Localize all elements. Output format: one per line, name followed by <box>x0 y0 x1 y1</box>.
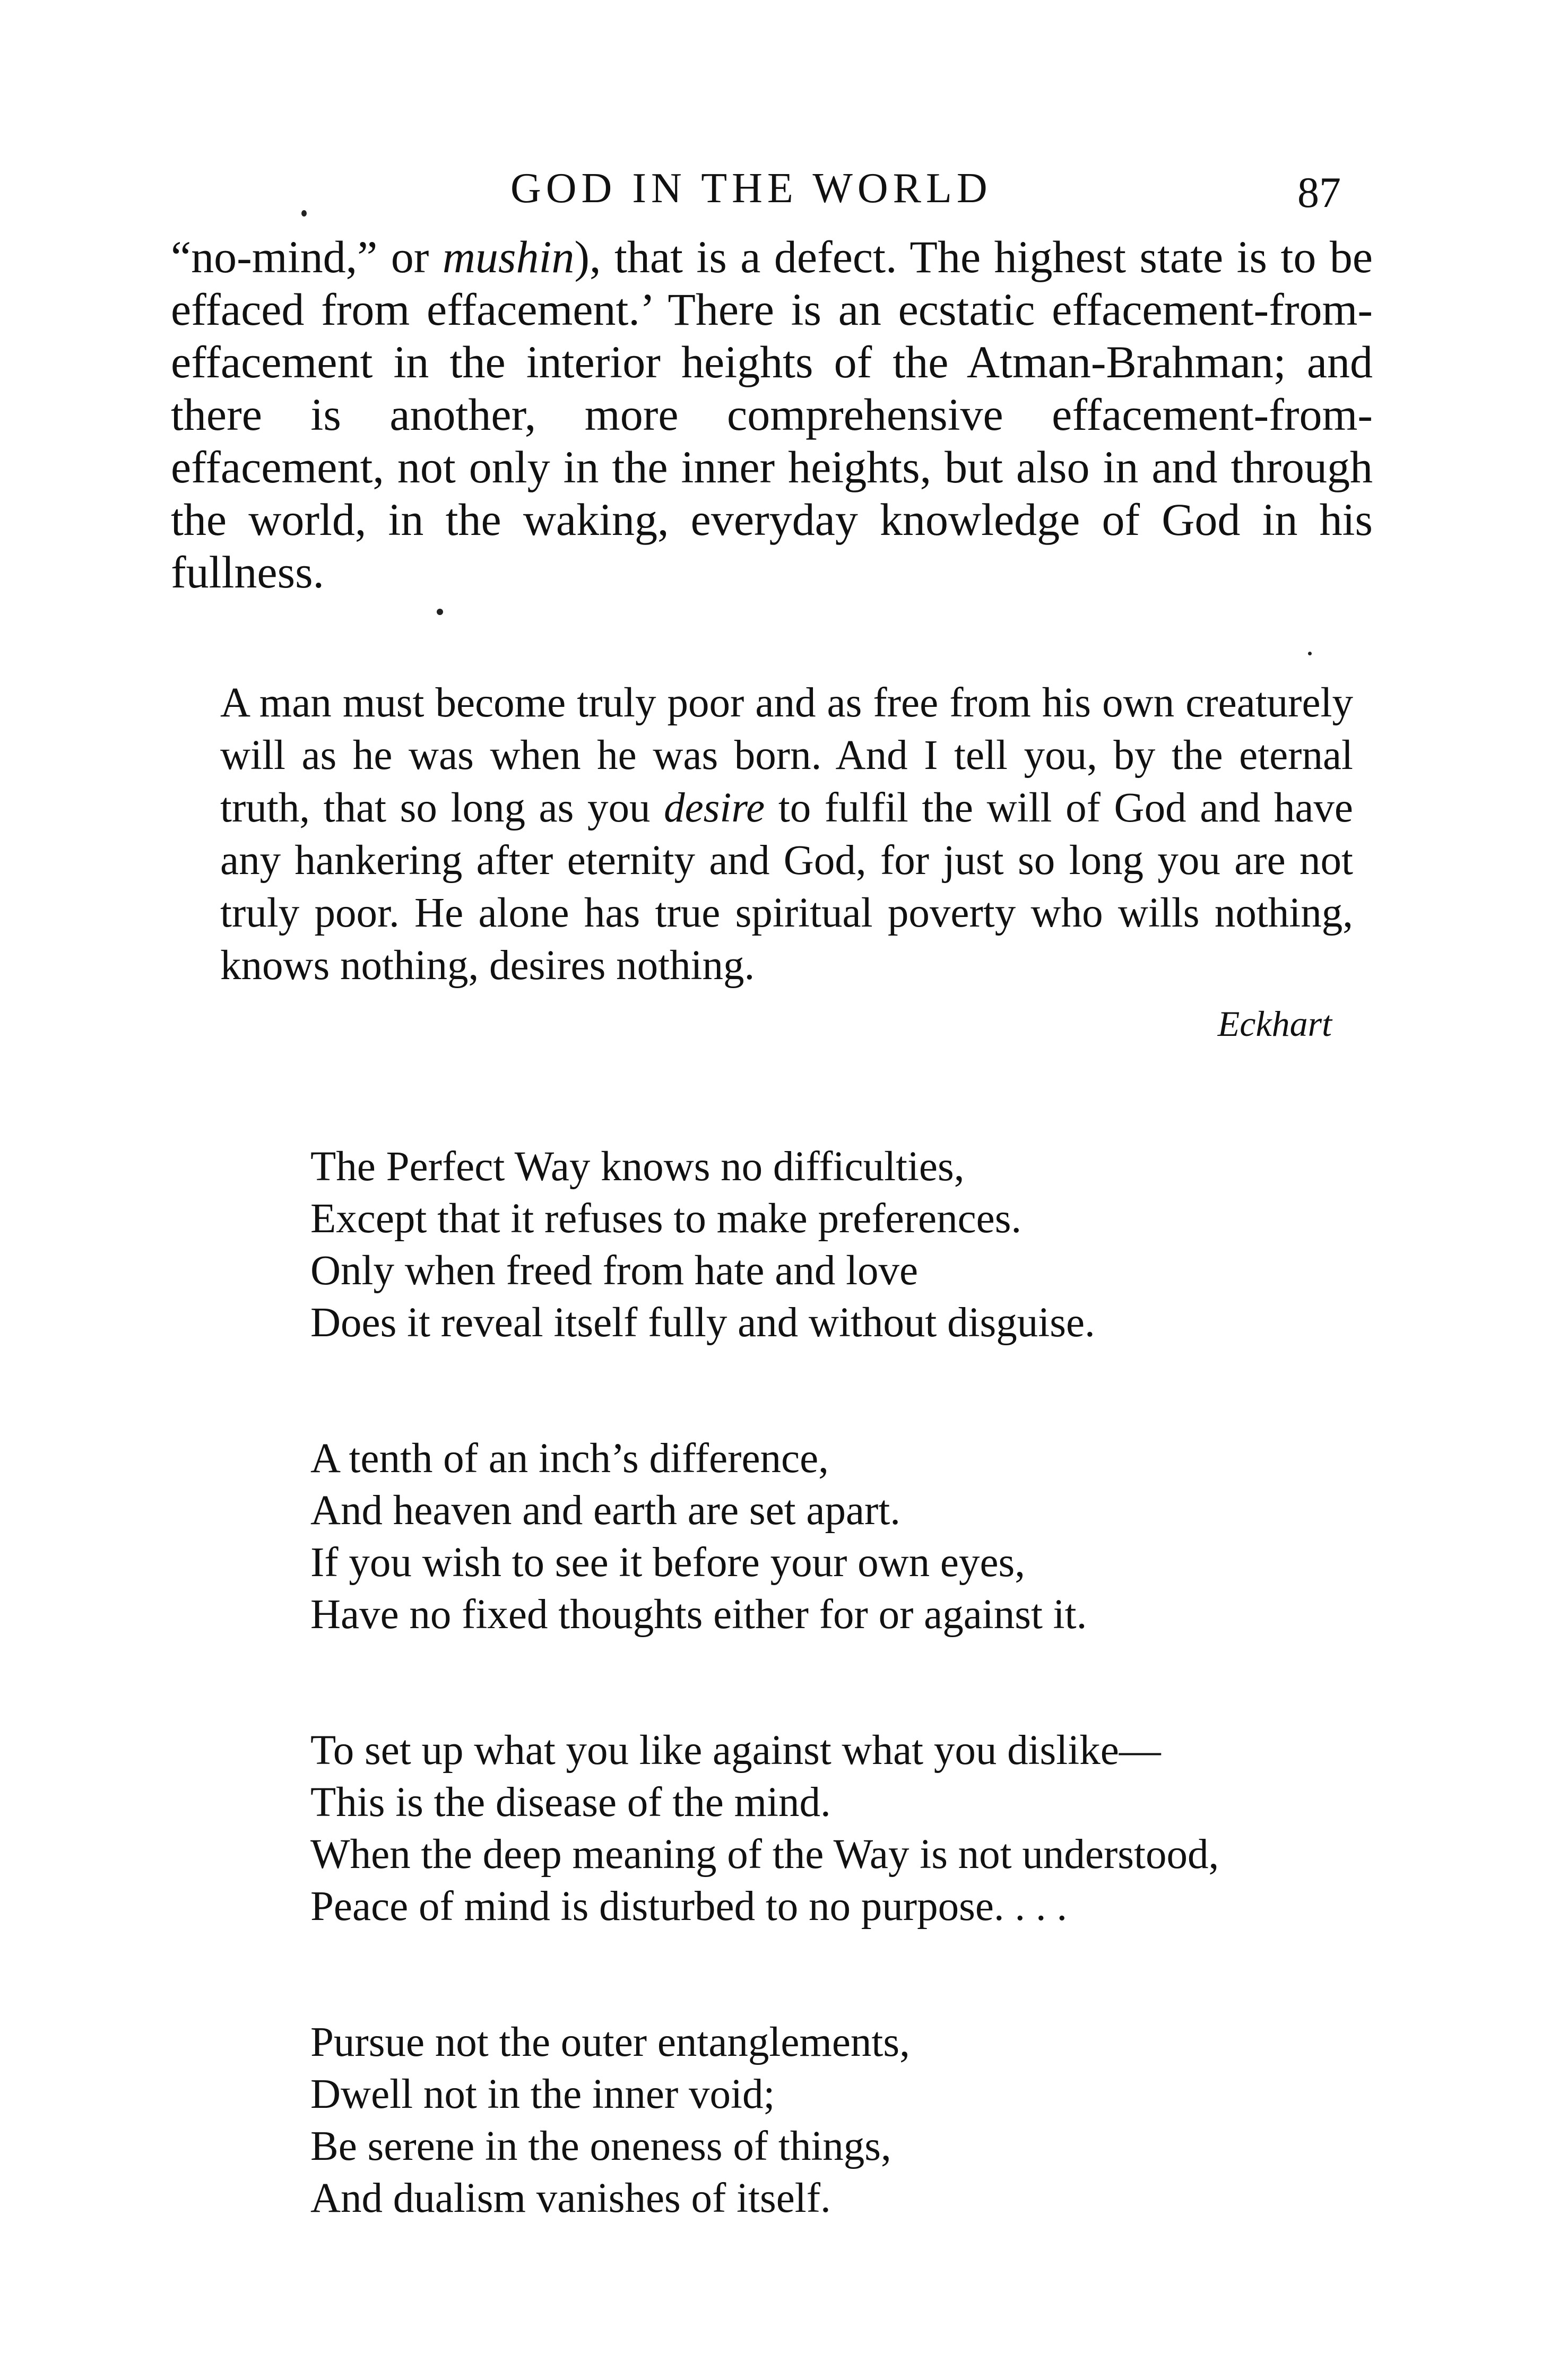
poem-line: To set up what you like against what you dislike— <box>310 1727 1161 1774</box>
scan-speck <box>1308 652 1312 655</box>
poem-line: Have no fixed thoughts either for or against it. <box>310 1591 1087 1638</box>
paragraph-text-start: “no-mind,” or <box>171 231 443 282</box>
quote-text <box>220 677 1353 992</box>
poem-line: Only when freed from hate and love <box>310 1248 919 1294</box>
page-number: 87 <box>1297 168 1341 217</box>
poem-line: Peace of mind is disturbed to no purpose. . . . <box>310 1883 1068 1930</box>
poem-stanza <box>310 1433 1372 1641</box>
poem-line: And heaven and earth are set apart. <box>310 1487 901 1534</box>
poem-line: Except that it refuses to make preferences. <box>310 1196 1022 1242</box>
poem-stanza <box>310 1725 1372 1933</box>
poem-line: And dualism vanishes of itself. <box>310 2175 831 2221</box>
scan-speck <box>437 609 443 615</box>
scan-speck <box>301 210 307 217</box>
poem-line: Pursue not the outer entanglements, <box>310 2019 910 2065</box>
poem-line: When the deep meaning of the Way is not understood, <box>310 1831 1219 1878</box>
poem <box>310 1141 1372 2308</box>
paragraph-text <box>171 231 1373 599</box>
italic-emphasis: desire <box>664 785 765 831</box>
poem-line: This is the disease of the mind. <box>310 1779 831 1826</box>
poem-stanza <box>310 2017 1372 2225</box>
paragraph-text-rest: ), that is a defect. The highest state is to be effaced from effacement.’ There is an ecstatic effacement-from-effacement in the interior heights of the Atman-Brahman; and there is another, more comprehensive effacement-from-effacement, not only in the inner heights, but also in and through the world, in the waking, everyday knowledge of God in his fullness. <box>171 231 1373 598</box>
body-paragraph <box>171 231 1373 599</box>
poem-line: If you wish to see it before your own eyes, <box>310 1539 1026 1586</box>
poem-line: Be serene in the oneness of things, <box>310 2123 891 2169</box>
block-quote <box>220 677 1353 992</box>
poem-line: Dwell not in the inner void; <box>310 2071 775 2117</box>
poem-stanza <box>310 1141 1372 1349</box>
italic-term: mushin <box>442 231 575 282</box>
quote-attribution: Eckhart <box>1217 1004 1332 1044</box>
running-head: GOD IN THE WORLD <box>510 165 992 212</box>
quote-text-start: A man must become truly poor and as free from his own creaturely will as he was when he was born. And I tell you, by the eternal truth, that so long as you <box>220 680 1353 831</box>
poem-line: Does it reveal itself fully and without disguise. <box>310 1300 1095 1346</box>
poem-line: The Perfect Way knows no difficulties, <box>310 1144 965 1190</box>
poem-line: A tenth of an inch’s difference, <box>310 1435 829 1482</box>
quote-text-rest: to fulfil the will of God and have any hankering after eternity and God, for just so long you are not truly poor. He alone has true spiritual poverty who wills nothing, knows nothing, desires nothing. <box>220 785 1353 989</box>
page-header <box>0 159 1568 218</box>
